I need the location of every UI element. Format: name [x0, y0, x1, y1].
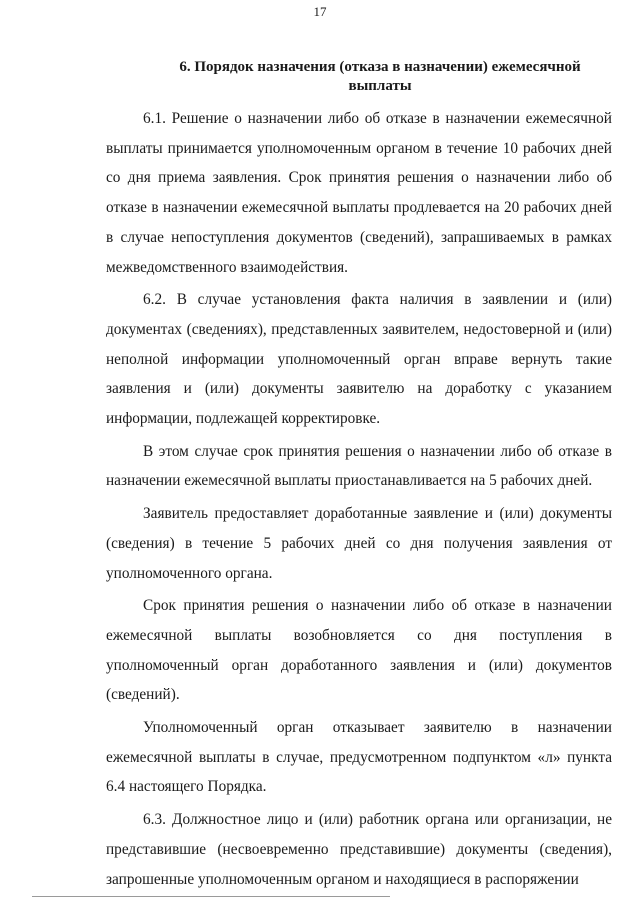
paragraph-suspension: В этом случае срок принятия решения о назначении либо об отказе в назначении ежемесячной выплаты приостанавливается на 5 рабочих дней.	[106, 442, 612, 490]
paragraph-resumption: Срок принятия решения о назначении либо об отказе в назначении ежемесячной выплаты возобновляется со дня поступления в уполномоченный орган доработанного заявления и (или) документов (сведений).	[106, 597, 612, 704]
section-title-line-1: 6. Порядок назначения (отказа в назначении) ежемесячной	[179, 59, 581, 75]
paragraph-refusal: Уполномоченный орган отказывает заявителю в назначении ежемесячной выплаты в случае, предусмотренном подпунктом «л» пункта 6.4 настоящего Порядка.	[106, 719, 612, 796]
section-title	[150, 58, 610, 96]
page-bottom-rule	[32, 896, 390, 897]
document-body	[106, 104, 612, 894]
page-number: 17	[313, 4, 327, 19]
paragraph-6-3: 6.3. Должностное лицо и (или) работник органа или организации, не представившие (несвоевременно представившие) документы (сведения), запрошенные уполномоченным органом и находящиеся в распоряжении	[106, 811, 612, 888]
paragraph-6-2: 6.2. В случае установления факта наличия в заявлении и (или) документах (сведениях), представленных заявителем, недостоверной и (или) неполной информации уполномоченный орган вправе вернуть такие заявления и (или) документы заявителю на доработку с указанием информации, подлежащей корректировке.	[106, 291, 612, 428]
paragraph-6-1: 6.1. Решение о назначении либо об отказе в назначении ежемесячной выплаты принимается уполномоченным органом в течение 10 рабочих дней со дня приема заявления. Срок принятия решения о назначении либо об отказе в назначении ежемесячной выплаты продлевается на 20 рабочих дней в случае непоступления документов (сведений), запрашиваемых в рамках межведомственного взаимодействия.	[106, 110, 612, 276]
paragraph-resubmission: Заявитель предоставляет доработанные заявление и (или) документы (сведения) в течение 5 рабочих дней со дня получения заявления от уполномоченного органа.	[106, 505, 612, 582]
section-title-line-2: выплаты	[348, 78, 412, 94]
